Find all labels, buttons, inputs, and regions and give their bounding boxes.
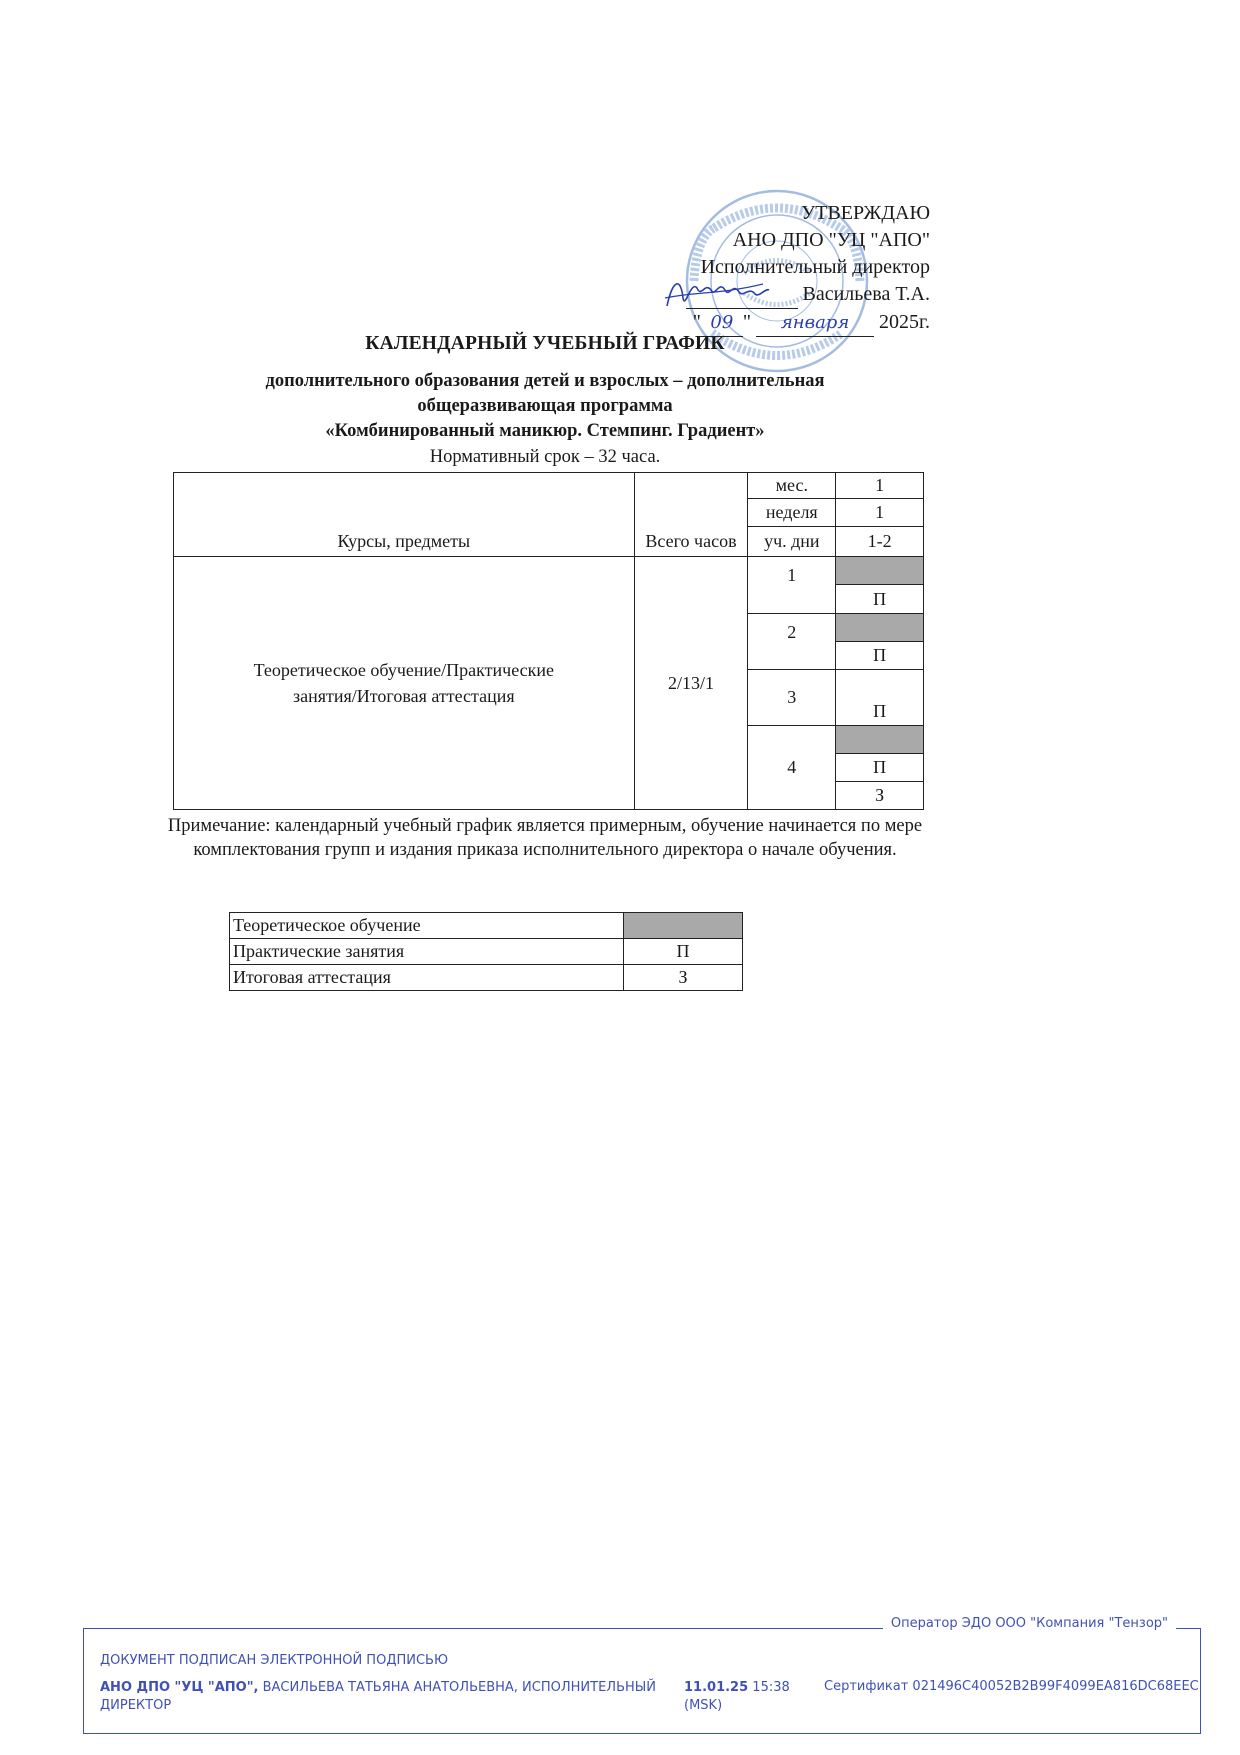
legend-row (230, 965, 743, 991)
signer-info (100, 1679, 660, 1715)
approval-heading: УТВЕРЖДАЮ (801, 202, 930, 224)
legend-symbol (624, 913, 743, 939)
legend-label: Практические занятия (230, 939, 624, 965)
signer-name: ВАСИЛЬЕВА ТАТЬЯНА АНАТОЛЬЕВНА, ИСПОЛНИТЕЛЬНЫЙ ДИРЕКТОР (100, 1680, 656, 1713)
sign-time: 15:38 (752, 1680, 790, 1695)
practice-cell: П (836, 642, 924, 670)
document-title: КАЛЕНДАРНЫЙ УЧЕБНЫЙ ГРАФИК (365, 333, 725, 354)
approval-name: Васильева Т.А. (802, 283, 930, 305)
practice-cell: П (836, 585, 924, 614)
day-number: 3 (748, 670, 836, 726)
e-signature-footer (83, 1616, 1201, 1734)
document-subtitle (170, 369, 920, 444)
subject-text: Теоретическое обучение/Практические занятия/Итоговая аттестация (253, 660, 555, 706)
sign-timezone: (MSK) (684, 1698, 723, 1713)
header-days-value: 1-2 (836, 527, 924, 557)
header-week-label: неделя (748, 499, 836, 527)
signed-notice: ДОКУМЕНТ ПОДПИСАН ЭЛЕКТРОННОЙ ПОДПИСЬЮ (100, 1653, 449, 1668)
approval-signature-line (686, 281, 931, 309)
signer-org: АНО ДПО "УЦ "АПО", (100, 1680, 259, 1695)
legend-symbol: П (624, 939, 743, 965)
header-month-value: 1 (836, 473, 924, 499)
subtitle-line-2: общеразвивающая программа (417, 396, 673, 416)
approval-block (686, 200, 931, 337)
approval-month: января (756, 309, 874, 337)
legend-symbol: З (624, 965, 743, 991)
legend-label: Итоговая аттестация (230, 965, 624, 991)
legend-table (229, 912, 743, 991)
attestation-cell: З (836, 782, 924, 810)
legend-row (230, 939, 743, 965)
approval-year: 2025г. (879, 311, 930, 333)
program-name: «Комбинированный маникюр. Стемпинг. Градиент» (325, 421, 765, 441)
header-week-value: 1 (836, 499, 924, 527)
approval-date-line: " 09 " января 2025г. (686, 309, 931, 337)
header-courses: Курсы, предметы (174, 473, 635, 557)
day-number: 1 (748, 557, 836, 614)
header-total-hours: Всего часов (634, 473, 748, 557)
hours-cell: 2/13/1 (634, 557, 748, 810)
note-text: Примечание: календарный учебный график является примерным, обучение начинается по мере комплектования групп и издания приказа исполнительного директора о начале обучения. (167, 816, 923, 860)
normative-term: Нормативный срок – 32 часа. (429, 447, 661, 467)
sign-datetime (684, 1679, 804, 1715)
legend-row (230, 913, 743, 939)
approval-position: Исполнительный директор (700, 256, 930, 278)
approval-day: 09 (701, 309, 743, 337)
legend-label: Теоретическое обучение (230, 913, 624, 939)
theory-cell (836, 726, 924, 754)
day-number: 2 (748, 614, 836, 670)
schedule-table (173, 472, 924, 810)
theory-cell (836, 614, 924, 642)
header-days-label: уч. дни (748, 527, 836, 557)
approval-org: АНО ДПО "УЦ "АПО" (732, 229, 930, 251)
subject-cell (174, 557, 635, 810)
header-month-label: мес. (748, 473, 836, 499)
day-number: 4 (748, 726, 836, 810)
certificate-number: Сертификат 021496C40052B2B99F4099EA816DC68EEC (824, 1679, 1199, 1694)
theory-cell (836, 557, 924, 585)
empty-cell (836, 670, 924, 698)
edo-operator: Оператор ЭДО ООО "Компания "Тензор" (883, 1616, 1176, 1631)
subtitle-line-1: дополнительного образования детей и взрослых – дополнительная (265, 371, 825, 391)
sign-date: 11.01.25 (684, 1680, 749, 1695)
practice-cell: П (836, 698, 924, 726)
practice-cell: П (836, 754, 924, 782)
